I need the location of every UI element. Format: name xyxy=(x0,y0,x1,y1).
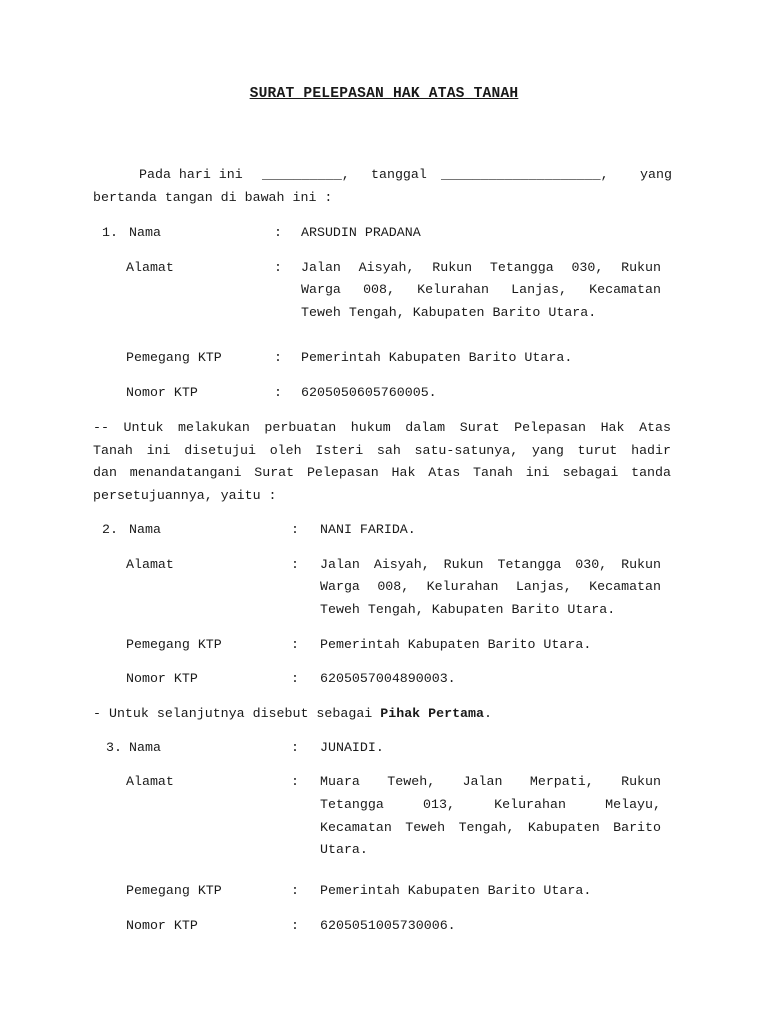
pihak-pertama-term: Pihak Pertama xyxy=(380,706,484,721)
pihak-pertama-suffix: . xyxy=(484,706,492,721)
party3-nomor-label: Nomor KTP xyxy=(126,918,198,933)
document-title: SURAT PELEPASAN HAK ATAS TANAH xyxy=(249,86,519,102)
party3-alamat-line-1: Muara Teweh, Jalan Merpati, Rukun xyxy=(320,774,661,789)
party1-pemegang: Pemerintah Kabupaten Barito Utara. xyxy=(301,350,573,365)
consent-line-1: -- Untuk melakukan perbuatan hukum dalam Surat Pelepasan Hak Atas xyxy=(93,420,671,435)
party3-number: 3. xyxy=(106,740,122,755)
intro-prefix: Pada hari ini xyxy=(139,167,243,182)
party1-nama-label: Nama xyxy=(129,225,161,240)
party2-nomor-label: Nomor KTP xyxy=(126,671,198,686)
consent-line-3: dan menandatangani Surat Pelepasan Hak Atas Tanah ini sebagai tanda xyxy=(93,465,671,480)
party3-pemegang: Pemerintah Kabupaten Barito Utara. xyxy=(320,883,592,898)
party2-alamat-label: Alamat xyxy=(126,557,174,572)
party2-nama: NANI FARIDA. xyxy=(320,522,416,537)
party1-nama: ARSUDIN PRADANA xyxy=(301,225,421,240)
party1-alamat-line-1: Jalan Aisyah, Rukun Tetangga 030, Rukun xyxy=(301,260,661,275)
party2-pemegang-sep: : xyxy=(291,637,299,652)
party3-nama-sep: : xyxy=(291,740,299,755)
intro-blank-date: ____________________, xyxy=(441,167,609,182)
party2-nama-label: Nama xyxy=(129,522,161,537)
party3-nomor: 6205051005730006. xyxy=(320,918,456,933)
party2-nama-sep: : xyxy=(291,522,299,537)
party1-nomor-label: Nomor KTP xyxy=(126,385,198,400)
consent-line-4: persetujuannya, yaitu : xyxy=(93,488,277,503)
pihak-pertama-line xyxy=(93,703,492,726)
party2-pemegang: Pemerintah Kabupaten Barito Utara. xyxy=(320,637,592,652)
intro-line-2: bertanda tangan di bawah ini : xyxy=(93,190,333,205)
party2-nomor: 6205057004890003. xyxy=(320,671,456,686)
party3-alamat-line-3: Kecamatan Teweh Tengah, Kabupaten Barito xyxy=(320,820,661,835)
party1-nomor: 6205050605760005. xyxy=(301,385,437,400)
intro-yang: yang xyxy=(640,167,672,182)
party1-number: 1. xyxy=(102,225,118,240)
party2-number: 2. xyxy=(102,522,118,537)
party3-pemegang-sep: : xyxy=(291,883,299,898)
party1-alamat-label: Alamat xyxy=(126,260,174,275)
party1-alamat-line-3: Teweh Tengah, Kabupaten Barito Utara. xyxy=(301,305,597,320)
party1-nomor-sep: : xyxy=(274,385,282,400)
party2-nomor-sep: : xyxy=(291,671,299,686)
pihak-pertama-prefix: - Untuk selanjutnya disebut sebagai xyxy=(93,706,381,721)
intro-blank-day: __________, xyxy=(262,167,350,182)
party3-alamat-sep: : xyxy=(291,774,299,789)
party1-nama-sep: : xyxy=(274,225,282,240)
party1-pemegang-sep: : xyxy=(274,350,282,365)
consent-line-2: Tanah ini disetujui oleh Isteri sah satu-satunya, yang turut hadir xyxy=(93,443,671,458)
intro-tanggal: tanggal xyxy=(371,167,427,182)
party2-alamat-line-2: Warga 008, Kelurahan Lanjas, Kecamatan xyxy=(320,579,661,594)
party3-nama: JUNAIDI. xyxy=(320,740,384,755)
party3-nama-label: Nama xyxy=(129,740,161,755)
party2-alamat-sep: : xyxy=(291,557,299,572)
party2-alamat-line-1: Jalan Aisyah, Rukun Tetangga 030, Rukun xyxy=(320,557,661,572)
party3-pemegang-label: Pemegang KTP xyxy=(126,883,222,898)
party3-nomor-sep: : xyxy=(291,918,299,933)
party1-alamat-line-2: Warga 008, Kelurahan Lanjas, Kecamatan xyxy=(301,282,661,297)
party2-alamat-line-3: Teweh Tengah, Kabupaten Barito Utara. xyxy=(320,602,616,617)
party1-alamat-sep: : xyxy=(274,260,282,275)
party3-alamat-line-2: Tetangga 013, Kelurahan Melayu, xyxy=(320,797,661,812)
party1-pemegang-label: Pemegang KTP xyxy=(126,350,222,365)
party3-alamat-line-4: Utara. xyxy=(320,842,368,857)
party2-pemegang-label: Pemegang KTP xyxy=(126,637,222,652)
party3-alamat-label: Alamat xyxy=(126,774,174,789)
